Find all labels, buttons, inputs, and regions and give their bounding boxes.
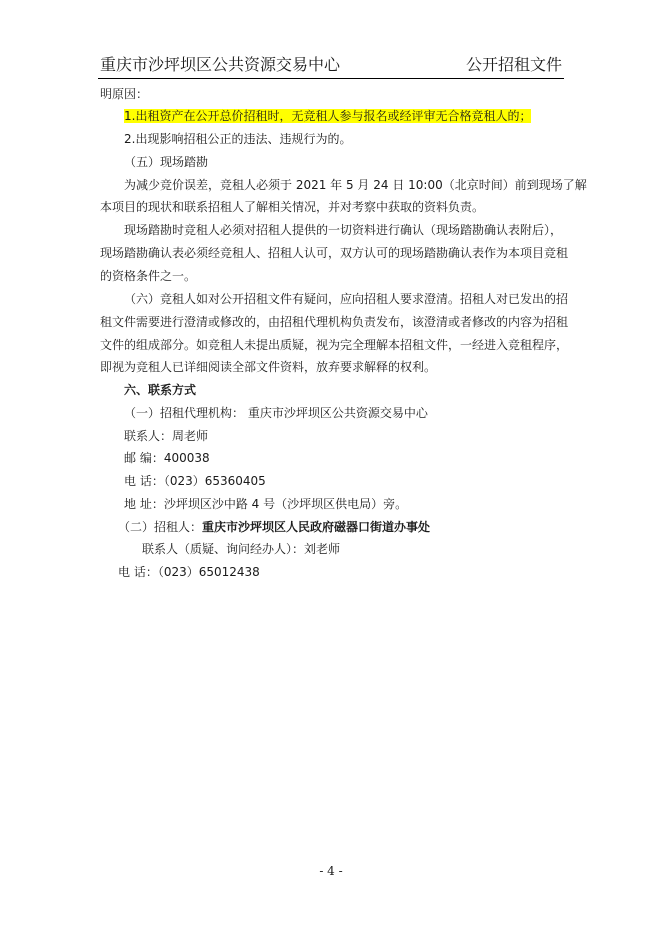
section-5-para-2-line-1: 现场踏勘时竞租人必须对招租人提供的一切资料进行确认（现场踏勘确认表附后）， <box>124 223 563 237</box>
lessor-label: （二）招租人： <box>118 520 203 534</box>
lessor-phone: 电 话：（023）65012438 <box>118 565 260 579</box>
header-doc-type: 公开招租文件 <box>465 55 562 74</box>
lessor-line <box>118 519 430 535</box>
section-6-line-2: 租文件需要进行澄清或修改的，由招租代理机构负责发布，该澄清或者修改的内容为招租 <box>100 315 569 329</box>
section-5-para-1-line-1: 为减少竞价误差，竞租人必须于 2021 年 5 月 24 日 10:00（北京时间）前到现场了解 <box>124 178 587 192</box>
agent-phone: 电 话：（023）65360405 <box>124 474 266 488</box>
header-rule <box>98 78 564 79</box>
agent-contact: 联系人：周老师 <box>124 429 209 443</box>
section-5-para-1-line-2: 本项目的现状和联系招租人了解相关情况，并对考察中获取的资料负责。 <box>100 200 485 214</box>
intro-text: 明原因： <box>100 87 149 101</box>
section-6-line-3: 文件的组成部分。如竞租人未提出质疑，视为完全理解本招租文件，一经进入竞租程序， <box>100 338 569 352</box>
header-org: 重庆市沙坪坝区公共资源交易中心 <box>100 55 341 74</box>
contact-section-title: 六、联系方式 <box>124 383 197 397</box>
lessor-contact: 联系人（质疑、询问经办人）：刘老师 <box>142 542 341 556</box>
section-5-title: （五）现场踏勘 <box>124 155 209 169</box>
agent-address: 地 址：沙坪坝区沙中路 4 号（沙坪坝区供电局）旁。 <box>124 497 408 511</box>
section-5-para-2-line-3: 的资格条件之一。 <box>100 269 197 283</box>
section-6-line-4: 即视为竞租人已详细阅读全部文件资料，放弃要求解释的权利。 <box>100 360 437 374</box>
page-number: - 4 - <box>319 864 343 878</box>
agent-line: （一）招租代理机构： 重庆市沙坪坝区公共资源交易中心 <box>124 406 428 420</box>
condition-item-1: 1.出租资产在公开总价招租时，无竞租人参与报名或经评审无合格竞租人的； <box>124 109 532 123</box>
agent-postcode: 邮 编：400038 <box>124 451 210 465</box>
section-5-para-2-line-2: 现场踏勘确认表必须经竞租人、招租人认可，双方认可的现场踏勘确认表作为本项目竞租 <box>100 246 569 260</box>
lessor-name: 重庆市沙坪坝区人民政府磁器口街道办事处 <box>202 520 431 534</box>
condition-item-2: 2.出现影响招租公正的违法、违规行为的。 <box>124 132 352 146</box>
section-6-line-1: （六）竞租人如对公开招租文件有疑问，应向招租人要求澄清。招租人对已发出的招 <box>124 292 569 306</box>
